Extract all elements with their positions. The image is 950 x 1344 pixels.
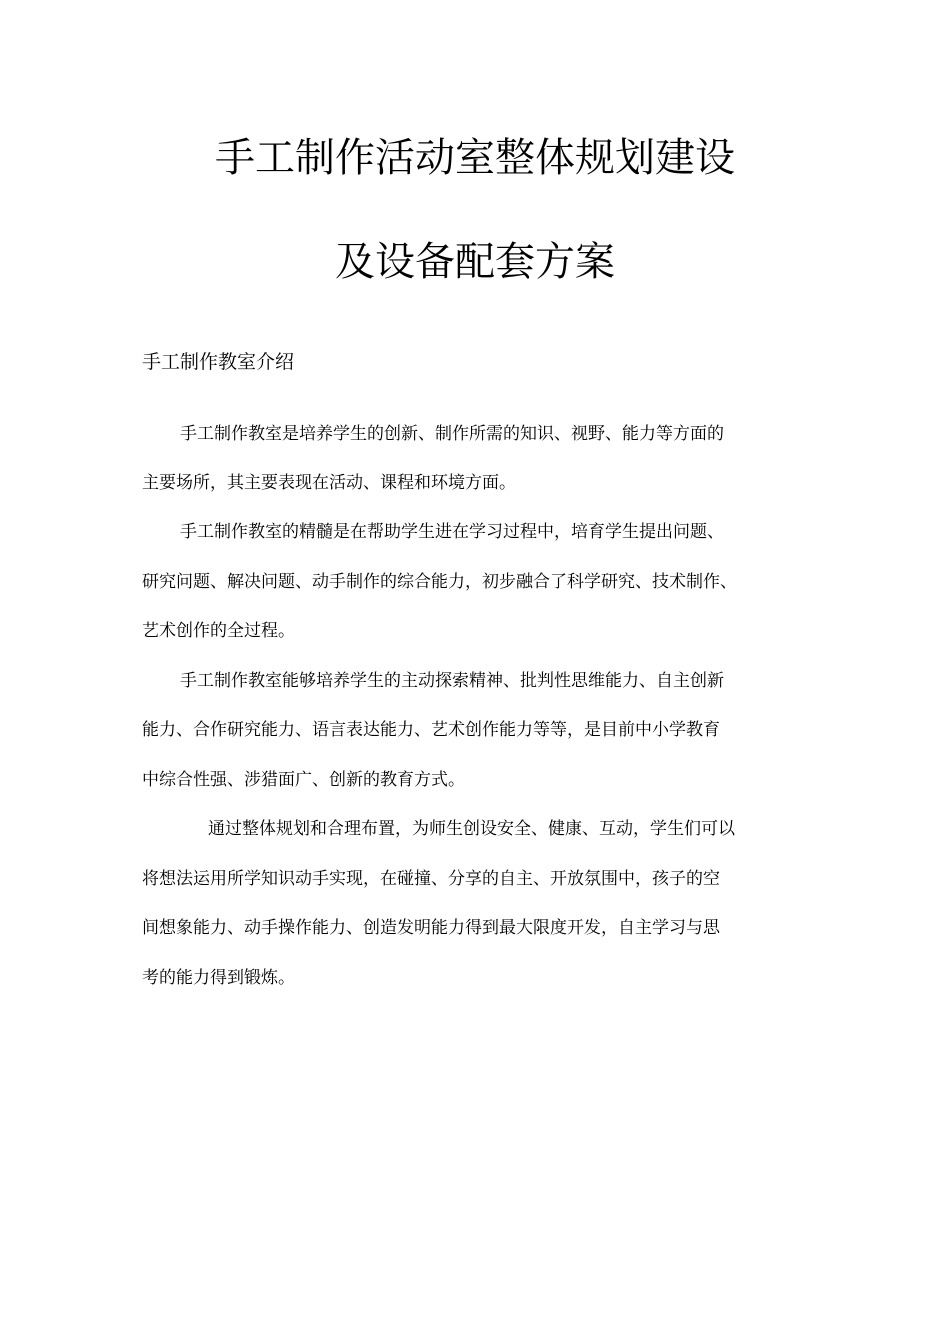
paragraph-4-line-1: 通过整体规划和合理布置，为师生创设安全、健康、互动，学生们可以	[208, 819, 735, 839]
document-title-line-2: 及设备配套方案	[335, 239, 615, 285]
paragraph-3-line-1: 手工制作教室能够培养学生的主动探索精神、批判性思维能力、自主创新	[180, 671, 724, 691]
paragraph-4-line-2: 将想法运用所学知识动手实现，在碰撞、分享的自主、开放氛围中，孩子的空	[142, 869, 720, 889]
paragraph-2-line-1: 手工制作教室的精髓是在帮助学生进在学习过程中，培育学生提出问题、	[180, 522, 724, 542]
paragraph-1-line-1: 手工制作教室是培养学生的创新、制作所需的知识、视野、能力等方面的	[180, 424, 724, 444]
paragraph-4-line-4: 考的能力得到锻炼。	[142, 968, 295, 988]
section-heading: 手工制作教室介绍	[142, 351, 295, 373]
paragraph-4-line-3: 间想象能力、动手操作能力、创造发明能力得到最大限度开发，自主学习与思	[142, 918, 720, 938]
paragraph-3-line-2: 能力、合作研究能力、语言表达能力、艺术创作能力等等，是目前中小学教育	[142, 720, 720, 740]
document-title-line-1: 手工制作活动室整体规划建设	[215, 135, 735, 181]
paragraph-2-line-3: 艺术创作的全过程。	[142, 621, 295, 641]
paragraph-3-line-3: 中综合性强、涉猎面广、创新的教育方式。	[142, 770, 465, 790]
paragraph-1-line-2: 主要场所，其主要表现在活动、课程和环境方面。	[142, 473, 516, 493]
paragraph-2-line-2: 研究问题、解决问题、动手制作的综合能力，初步融合了科学研究、技术制作、	[142, 572, 737, 592]
